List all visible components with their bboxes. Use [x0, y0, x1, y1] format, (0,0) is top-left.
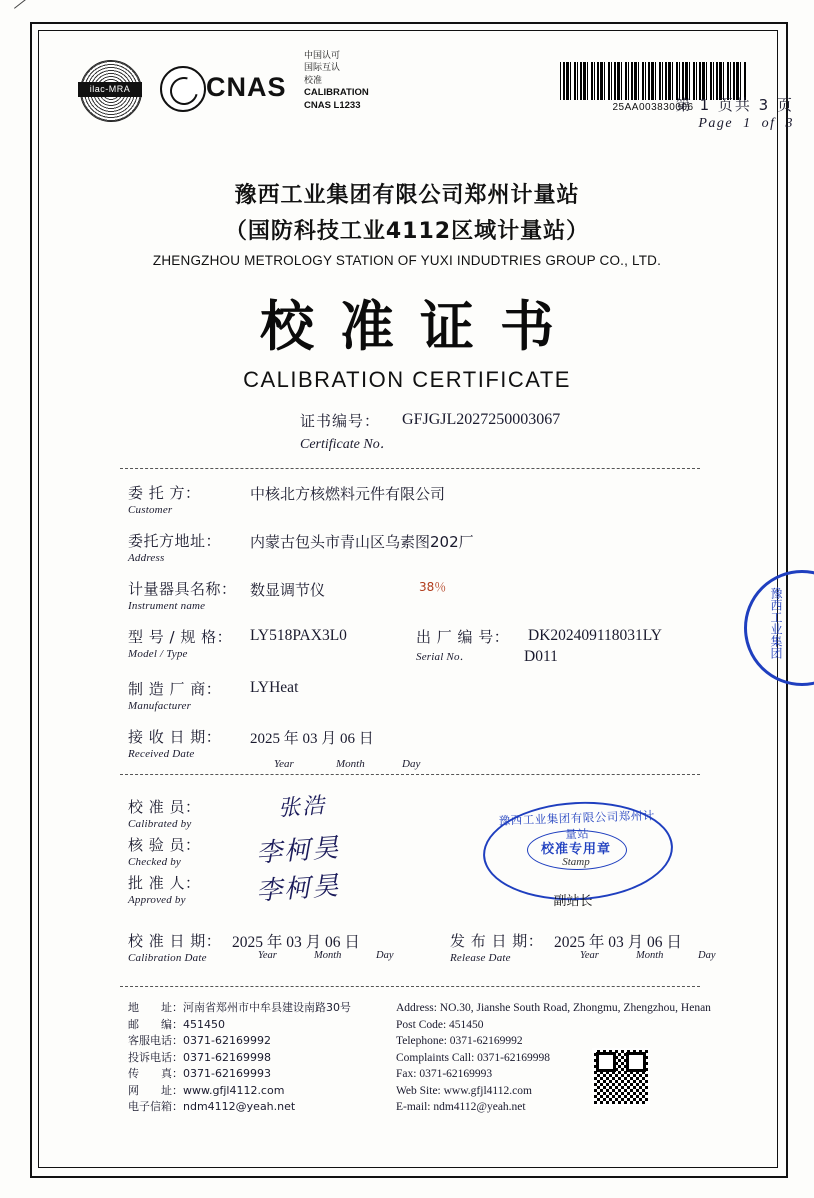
cnas-line-1: 中国认可	[304, 51, 341, 61]
divider-middle	[120, 774, 700, 775]
document-title-cn: 校准证书	[260, 295, 580, 358]
release-sub-year: Year	[580, 950, 599, 961]
instrument-annotation: 38％	[419, 580, 447, 594]
instrument-details	[128, 482, 718, 772]
contact-en-complaints: Complaints Call: 0371-62169998	[396, 1051, 550, 1064]
official-stamp-icon	[483, 802, 673, 909]
certificate-number-block	[300, 410, 720, 453]
address-label	[128, 530, 246, 564]
divider-bottom	[120, 986, 700, 987]
serial-label-en: Serial No．	[416, 651, 471, 663]
manufacturer-label-cn: 制 造 厂 商：	[128, 680, 222, 698]
received-year-unit: 年	[283, 731, 299, 747]
instrument-label-en: Instrument name	[128, 600, 206, 612]
manufacturer-label-en: Manufacturer	[128, 700, 192, 712]
received-sub-year: Year	[274, 758, 294, 770]
field-received-date	[128, 726, 718, 770]
approved-by-label	[128, 872, 246, 906]
pagination-en	[676, 116, 794, 132]
document-title-en: CALIBRATION CERTIFICATE	[243, 367, 571, 392]
customer-label-cn: 委 托 方：	[128, 484, 201, 502]
release-date-label-en: Release Date	[450, 952, 511, 964]
certificate-number-label-en: Certificate No．	[300, 437, 394, 452]
field-instrument-name	[128, 578, 718, 612]
contact-cn-service-phone: 客服电话：0371-62169992	[128, 1034, 271, 1047]
calibration-release-dates	[128, 930, 728, 964]
divider-top	[120, 468, 700, 469]
release-date-block	[450, 930, 716, 964]
organization-name-cn: 豫西工业集团有限公司郑州计量站	[234, 183, 580, 208]
customer-label	[128, 482, 246, 516]
contact-en-telephone: Telephone: 0371-62169992	[396, 1035, 523, 1047]
certificate-number-value: GFJGJL2027250003067	[402, 411, 561, 428]
manufacturer-label	[128, 678, 246, 712]
pagination-current: 1	[743, 116, 752, 131]
contact-cn-postcode: 邮 编：451450	[128, 1017, 225, 1031]
approved-by-label-en: Approved by	[128, 894, 186, 906]
release-date-value	[554, 934, 682, 951]
received-label	[128, 726, 246, 760]
received-label-en: Received Date	[128, 748, 195, 760]
instrument-label	[128, 578, 246, 612]
side-stamp-text: 豫西工业集团	[769, 587, 783, 659]
release-date-label-cn: 发 布 日 期：	[450, 932, 544, 950]
stamp-sub-title: 副站长	[553, 894, 593, 909]
instrument-label-cn: 计量器具名称：	[128, 580, 237, 598]
stamp-core-text: 校准专用章	[540, 842, 611, 857]
contact-cn-column	[128, 1000, 378, 1116]
model-label	[128, 626, 246, 660]
certificate-number-label-cn: 证书编号：	[300, 412, 381, 430]
release-month: 03	[608, 934, 624, 951]
calibrated-by-signature: 张浩	[277, 793, 327, 822]
field-customer	[128, 482, 718, 516]
checked-by-label	[128, 834, 246, 868]
approved-by-label-cn: 批 准 人：	[128, 874, 201, 892]
title-block	[52, 178, 762, 393]
received-sub-day: Day	[402, 758, 421, 770]
calibration-date-value	[232, 934, 360, 951]
release-year-unit: 年	[588, 934, 605, 951]
release-sub-month: Month	[636, 950, 664, 961]
received-day: 06	[340, 731, 356, 747]
qr-code-icon	[592, 1048, 650, 1106]
organization-subtitle-cn: （国防科技工业4112区域计量站）	[224, 219, 590, 244]
contact-cn-complaints-phone: 投诉电话：0371-62169998	[128, 1050, 271, 1064]
contact-en-website[interactable]: Web Site: www.gfjl4112.com	[396, 1084, 532, 1097]
signature-block	[128, 793, 718, 910]
cnas-line-3: 校准	[304, 75, 323, 86]
serial-label-cn: 出 厂 编 号：	[416, 628, 510, 646]
received-month-unit: 月	[321, 731, 337, 747]
address-value: 内蒙古包头市青山区乌素图202厂	[250, 533, 474, 551]
received-month: 03	[302, 731, 318, 747]
contact-cn-website[interactable]: 网 址：www.gfjl4112.com	[128, 1083, 285, 1097]
pagination-total: 3	[785, 116, 794, 131]
contact-cn-email[interactable]: 电子信箱：ndm4112@yeah.net	[128, 1100, 296, 1113]
contact-cn-fax: 传 真：0371-62169993	[128, 1067, 271, 1080]
calibration-year: 2025	[232, 934, 263, 951]
received-date-value	[250, 726, 374, 748]
cnas-line-4: CALIBRATION	[304, 87, 369, 99]
calibration-day-unit: 日	[344, 934, 360, 951]
model-label-cn: 型 号 / 规 格：	[128, 628, 233, 646]
received-label-cn: 接 收 日 期：	[128, 728, 222, 746]
instrument-value: 数显调节仪	[250, 581, 326, 599]
pagination-page-label: Page	[698, 116, 734, 131]
header	[52, 44, 762, 154]
cnas-line-5: CNAS L1233	[304, 99, 361, 111]
calibration-sub-day: Day	[376, 950, 394, 961]
contact-en-fax: Fax: 0371-62169993	[396, 1068, 493, 1080]
serial-label	[416, 626, 524, 664]
contact-en-email[interactable]: E-mail: ndm4112@yeah.net	[396, 1101, 526, 1113]
organization-name-en: ZHENGZHOU METROLOGY STATION OF YUXI INDUDTRIES GROUP CO., LTD.	[152, 253, 662, 268]
release-sub-day: Day	[698, 950, 716, 961]
contact-en-address: Address: NO.30, Jianshe South Road, Zhongmu, Zhengzhou, Henan	[396, 1002, 711, 1014]
address-label-cn: 委托方地址：	[128, 532, 222, 550]
calibration-date-label	[128, 930, 228, 964]
field-address	[128, 530, 718, 564]
barcode-number: 25AA003830006	[612, 102, 694, 113]
pagination	[676, 94, 794, 132]
model-label-en: Model / Type	[128, 648, 188, 660]
cnas-accreditation-text	[304, 50, 369, 112]
model-value: LY518PAX3L0	[250, 627, 347, 644]
cnas-line-2: 国际互认	[304, 63, 341, 74]
received-day-unit: 日	[358, 731, 374, 747]
field-model-and-serial	[128, 626, 718, 665]
calibrated-by-label-en: Calibrated by	[128, 818, 192, 830]
cnas-mark	[160, 66, 206, 112]
calibrated-by-label-cn: 校 准 员：	[128, 798, 201, 816]
calibration-sub-month: Month	[314, 950, 342, 961]
calibration-month: 03	[286, 934, 302, 951]
release-day-unit: 日	[666, 934, 682, 951]
cnas-wordmark: CNAS	[206, 72, 287, 102]
calibration-date-label-cn: 校 准 日 期：	[128, 932, 222, 950]
ilac-mra-logo-icon	[80, 60, 142, 122]
calibration-month-unit: 月	[305, 934, 322, 951]
checked-by-label-en: Checked by	[128, 856, 181, 868]
pagination-cn: 第 1 页共 3 页	[675, 96, 794, 114]
release-date-label	[450, 930, 550, 964]
checked-by-signature: 李柯昊	[255, 833, 342, 869]
serial-value-line2: D011	[524, 648, 558, 665]
contact-en-column	[396, 1000, 736, 1116]
checked-by-label-cn: 核 验 员：	[128, 836, 201, 854]
manufacturer-value: LYHeat	[250, 679, 299, 696]
received-year: 2025	[250, 731, 280, 747]
release-day: 06	[647, 934, 663, 951]
calibration-year-unit: 年	[266, 934, 283, 951]
serial-value-line1: DK202409118031LY	[528, 627, 662, 644]
customer-value: 中核北方核燃料元件有限公司	[250, 485, 446, 503]
stamp-label-en: Stamp	[562, 856, 590, 868]
contact-cn-address: 地 址：河南省郑州市中牟县建设南路30号	[128, 1001, 351, 1014]
calibration-day: 06	[325, 934, 341, 951]
pagination-of: of	[761, 116, 776, 131]
contact-en-postcode: Post Code: 451450	[396, 1018, 484, 1031]
customer-label-en: Customer	[128, 504, 173, 516]
release-year: 2025	[554, 934, 585, 951]
received-sub-month: Month	[336, 758, 365, 770]
address-label-en: Address	[128, 552, 165, 564]
stamp-arc-text: 豫西工业集团有限公司郑州计量站	[498, 808, 655, 842]
approved-by-signature: 李柯昊	[255, 871, 342, 907]
release-month-unit: 月	[627, 934, 644, 951]
ilac-band-label: ilac-MRA	[78, 82, 142, 97]
field-manufacturer	[128, 678, 718, 712]
calibrated-by-label	[128, 796, 246, 830]
calibration-date-label-en: Calibration Date	[128, 952, 207, 964]
calibration-sub-year: Year	[258, 950, 277, 961]
